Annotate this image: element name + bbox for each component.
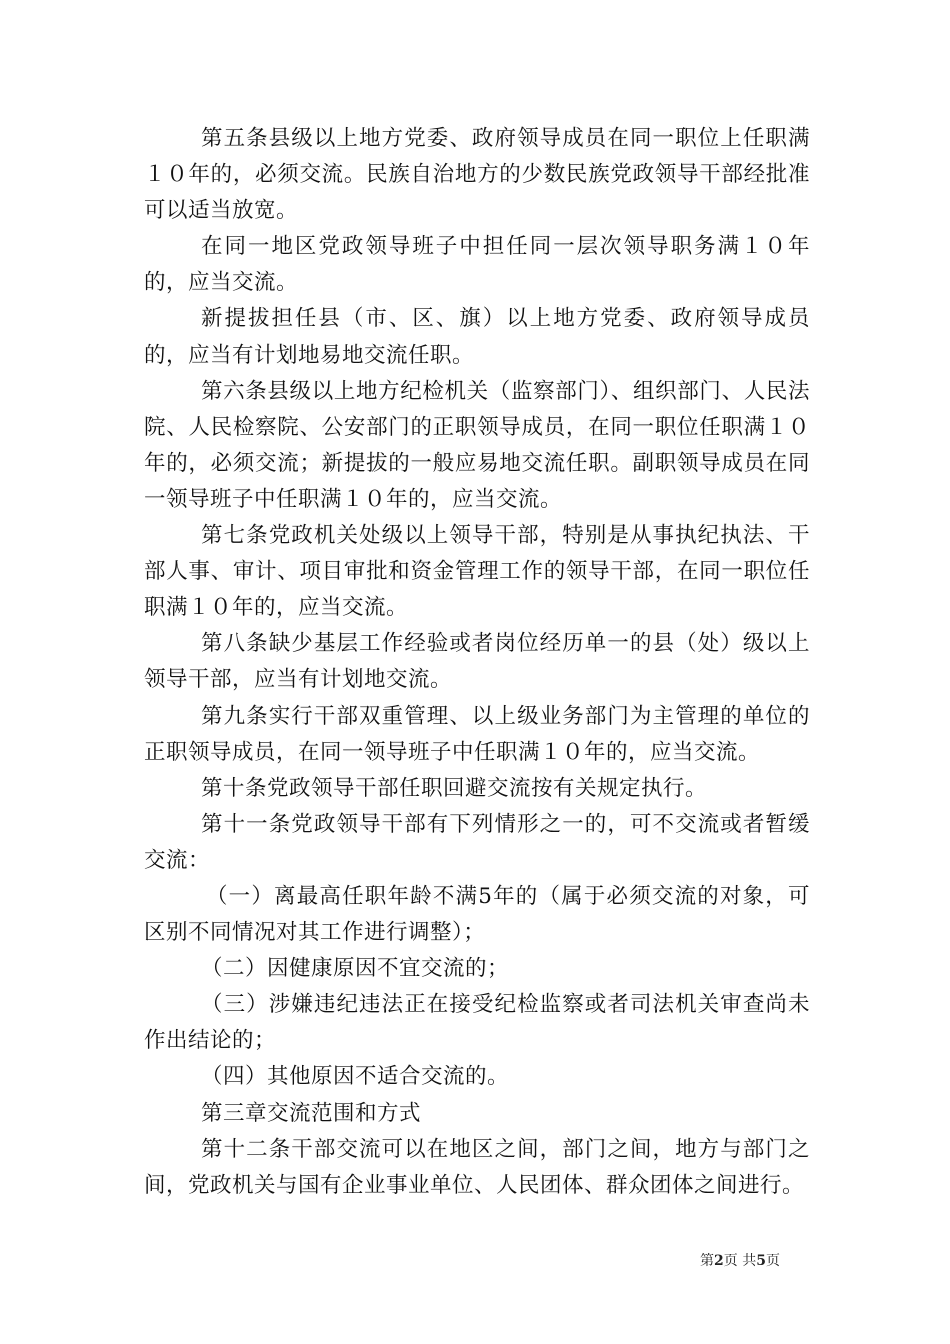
paragraph-article-9: 第九条实行干部双重管理、以上级业务部门为主管理的单位的正职领导成员，在同一领导班子中任职满１０年的，应当交流。	[144, 703, 810, 765]
current-page-number: 2	[714, 1253, 724, 1269]
paragraph-article-5-same-region: 在同一地区党政领导班子中担任同一层次领导职务满１０年的，应当交流。	[144, 234, 810, 296]
paragraph-article-12: 第十二条干部交流可以在地区之间，部门之间，地方与部门之间，党政机关与国有企业事业单位、人民团体、群众团体之间进行。	[144, 1136, 810, 1198]
paragraph-article-5-new-promotion: 新提拔担任县（市、区、旗）以上地方党委、政府领导成员的，应当有计划地易地交流任职。	[144, 306, 810, 368]
list-item-4: （四）其他原因不适合交流的。	[201, 1064, 510, 1090]
paragraph-article-11: 第十一条党政领导干部有下列情形之一的，可不交流或者暂缓交流：	[144, 811, 810, 873]
page-footer	[700, 1252, 820, 1270]
paragraph-article-6: 第六条县级以上地方纪检机关（监察部门）、组织部门、人民法院、人民检察院、公安部门的正职领导成员，在同一职位任职满１０年的，必须交流；新提拔的一般应易地交流任职。副职领导成员在同一领导班子中任职满１０年的，应当交流。	[144, 378, 810, 512]
paragraph-article-7: 第七条党政机关处级以上领导干部，特别是从事执纪执法、干部人事、审计、项目审批和资金管理工作的领导干部，在同一职位任职满１０年的，应当交流。	[144, 523, 810, 621]
list-item-1: （一）离最高任职年龄不满5年的（属于必须交流的对象，可区别不同情况对其工作进行调整）；	[144, 883, 810, 946]
paragraph-article-5: 第五条县级以上地方党委、政府领导成员在同一职位上任职满１０年的，必须交流。民族自治地方的少数民族党政领导干部经批准可以适当放宽。	[144, 126, 810, 224]
footer-middle: 页 共	[723, 1253, 757, 1269]
paragraph-article-10: 第十条党政领导干部任职回避交流按有关规定执行。	[201, 775, 708, 801]
footer-suffix: 页	[765, 1253, 780, 1269]
paragraph-article-8: 第八条缺少基层工作经验或者岗位经历单一的县（处）级以上领导干部，应当有计划地交流。	[144, 631, 810, 693]
list-item-3: （三）涉嫌违纪违法正在接受纪检监察或者司法机关审查尚未作出结论的；	[144, 992, 810, 1054]
chapter-heading: 第三章交流范围和方式	[201, 1100, 422, 1126]
total-page-number: 5	[756, 1253, 766, 1269]
footer-prefix: 第	[700, 1253, 714, 1269]
document-body	[144, 121, 810, 1204]
list-item-2: （二）因健康原因不宜交流的；	[201, 956, 510, 982]
